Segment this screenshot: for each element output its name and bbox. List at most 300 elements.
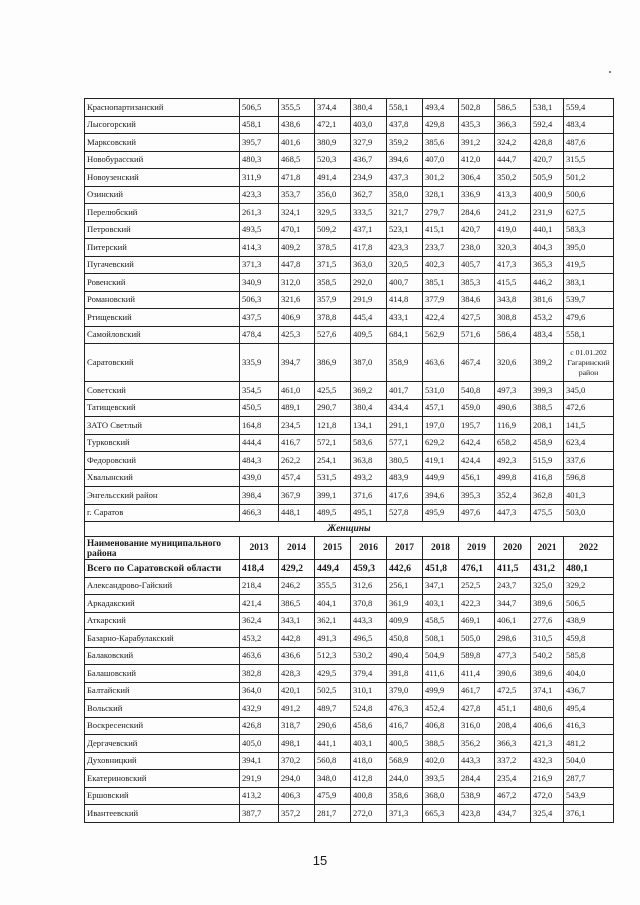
- value-cell: 479,6: [564, 309, 614, 327]
- value-cell: 596,8: [564, 469, 614, 487]
- value-cell: 218,4: [240, 577, 279, 595]
- value-cell: 432,9: [240, 700, 279, 718]
- value-cell: 411,6: [423, 665, 459, 683]
- district-name-cell: Турковский: [85, 434, 240, 452]
- value-cell: 402,0: [423, 752, 459, 770]
- district-name-cell: Духовницкий: [85, 752, 240, 770]
- district-name-cell: Новобурасский: [85, 151, 240, 169]
- value-cell: 499,8: [495, 469, 531, 487]
- value-cell: 343,1: [279, 612, 315, 630]
- value-cell: 456,1: [459, 469, 495, 487]
- value-cell: 335,9: [240, 344, 279, 382]
- value-cell: 493,2: [351, 469, 387, 487]
- table-row: [85, 612, 614, 630]
- value-cell: 434,4: [387, 399, 423, 417]
- district-name-cell: Балаковский: [85, 647, 240, 665]
- value-cell: 340,9: [240, 274, 279, 292]
- value-cell: 467,2: [495, 787, 531, 805]
- value-cell: 504,9: [423, 647, 459, 665]
- value-cell: 336,9: [459, 186, 495, 204]
- value-cell: 487,6: [564, 134, 614, 152]
- value-cell: 420,7: [531, 151, 564, 169]
- table-row: [85, 752, 614, 770]
- value-cell: 386,5: [279, 595, 315, 613]
- value-cell: 328,1: [423, 186, 459, 204]
- value-cell: 378,5: [315, 239, 351, 257]
- value-cell: 467,4: [459, 344, 495, 382]
- value-cell: 530,2: [351, 647, 387, 665]
- district-name-cell: Лысогорский: [85, 116, 240, 134]
- value-cell: 422,4: [423, 309, 459, 327]
- table-row: [85, 134, 614, 152]
- table-row: [85, 186, 614, 204]
- value-cell: 469,1: [459, 612, 495, 630]
- value-cell: 393,5: [423, 770, 459, 788]
- value-cell: 398,4: [240, 487, 279, 505]
- value-cell: 197,0: [423, 417, 459, 435]
- value-cell: 231,9: [531, 204, 564, 222]
- value-cell: 483,4: [564, 116, 614, 134]
- value-cell: 244,0: [387, 770, 423, 788]
- value-cell: 424,4: [459, 452, 495, 470]
- table-row: [85, 169, 614, 187]
- value-cell: 506,3: [240, 291, 279, 309]
- value-cell: 509,2: [315, 221, 351, 239]
- value-cell: 495,1: [351, 504, 387, 522]
- value-cell: 461,7: [459, 682, 495, 700]
- value-cell: 324,2: [495, 134, 531, 152]
- value-cell: 417,6: [387, 487, 423, 505]
- table-row: [85, 399, 614, 417]
- value-cell: 390,6: [495, 665, 531, 683]
- value-cell: 400,7: [387, 274, 423, 292]
- value-cell: 291,9: [351, 291, 387, 309]
- table-row: [85, 787, 614, 805]
- value-cell: 468,5: [279, 151, 315, 169]
- value-cell: 448,1: [279, 504, 315, 522]
- value-cell: 312,0: [279, 274, 315, 292]
- value-cell: 445,4: [351, 309, 387, 327]
- value-cell: 560,8: [315, 752, 351, 770]
- value-cell: 281,7: [315, 805, 351, 823]
- column-header-year: 2019: [459, 537, 495, 560]
- value-cell: 426,8: [240, 717, 279, 735]
- value-cell: 493,4: [423, 99, 459, 117]
- value-cell: 425,5: [315, 382, 351, 400]
- value-cell: 412,0: [459, 151, 495, 169]
- value-cell: 391,2: [459, 134, 495, 152]
- value-cell: 355,5: [315, 577, 351, 595]
- value-cell: 370,2: [279, 752, 315, 770]
- value-cell: 572,1: [315, 434, 351, 452]
- value-cell: 437,8: [387, 116, 423, 134]
- value-cell: 439,0: [240, 469, 279, 487]
- table-row: [85, 595, 614, 613]
- value-cell: 478,4: [240, 326, 279, 344]
- value-cell: 401,3: [564, 487, 614, 505]
- value-cell: 356,0: [315, 186, 351, 204]
- value-cell: 298,6: [495, 630, 531, 648]
- value-cell: 421,3: [531, 735, 564, 753]
- value-cell: 475,5: [531, 504, 564, 522]
- value-cell: 344,7: [495, 595, 531, 613]
- value-cell: 431,2: [531, 560, 564, 578]
- table-row: [85, 434, 614, 452]
- value-cell: 401,7: [387, 382, 423, 400]
- value-cell: 243,7: [495, 577, 531, 595]
- value-cell: 387,0: [351, 344, 387, 382]
- value-cell: 290,7: [315, 399, 351, 417]
- value-cell: 543,9: [564, 787, 614, 805]
- value-cell: 523,1: [387, 221, 423, 239]
- value-cell: 316,0: [459, 717, 495, 735]
- value-cell: 377,9: [423, 291, 459, 309]
- district-name-cell: Вольский: [85, 700, 240, 718]
- value-cell: 508,1: [423, 630, 459, 648]
- value-cell: 361,9: [387, 595, 423, 613]
- district-name-cell: Татищевский: [85, 399, 240, 417]
- value-cell: 308,8: [495, 309, 531, 327]
- value-cell: 315,5: [564, 151, 614, 169]
- value-cell: 458,1: [240, 116, 279, 134]
- district-name-cell: Базарно-Карабулакский: [85, 630, 240, 648]
- value-cell: 380,9: [315, 134, 351, 152]
- value-cell: 310,1: [351, 682, 387, 700]
- value-cell: 277,6: [531, 612, 564, 630]
- value-cell: 472,0: [531, 787, 564, 805]
- table-row: [85, 417, 614, 435]
- value-cell: 459,0: [459, 399, 495, 417]
- value-cell: 490,6: [495, 399, 531, 417]
- value-cell: 388,5: [423, 735, 459, 753]
- value-cell: 261,3: [240, 204, 279, 222]
- section-title-row: [85, 522, 614, 537]
- value-cell: 324,1: [279, 204, 315, 222]
- value-cell: 484,3: [240, 452, 279, 470]
- value-cell: 402,3: [423, 256, 459, 274]
- value-cell: 427,8: [459, 700, 495, 718]
- value-cell: 394,1: [240, 752, 279, 770]
- value-cell: 321,6: [279, 291, 315, 309]
- column-header-year: 2014: [279, 537, 315, 560]
- value-cell: 284,6: [459, 204, 495, 222]
- value-cell: 458,9: [531, 434, 564, 452]
- value-cell: 437,3: [387, 169, 423, 187]
- value-cell: 504,0: [564, 752, 614, 770]
- value-cell: 428,8: [531, 134, 564, 152]
- value-cell: 415,5: [495, 274, 531, 292]
- district-name-cell: Федоровский: [85, 452, 240, 470]
- district-name-cell: Ершовский: [85, 787, 240, 805]
- value-cell: 592,4: [531, 116, 564, 134]
- value-cell: 362,4: [240, 612, 279, 630]
- value-cell: 481,2: [564, 735, 614, 753]
- value-cell: 558,1: [387, 99, 423, 117]
- value-cell: 495,9: [423, 504, 459, 522]
- value-cell: 489,5: [315, 504, 351, 522]
- value-cell: 493,5: [240, 221, 279, 239]
- value-cell: 358,9: [387, 344, 423, 382]
- value-cell: 492,3: [495, 452, 531, 470]
- value-cell: 684,1: [387, 326, 423, 344]
- value-cell: 451,8: [423, 560, 459, 578]
- value-cell: 436,6: [279, 647, 315, 665]
- value-cell: 498,1: [279, 735, 315, 753]
- value-cell: 458,6: [351, 717, 387, 735]
- value-cell: 385,1: [423, 274, 459, 292]
- district-note-cell: с 01.01.202 Гагаринский район: [564, 344, 614, 382]
- value-cell: 450,8: [387, 630, 423, 648]
- table-row: [85, 665, 614, 683]
- value-cell: 429,5: [315, 665, 351, 683]
- value-cell: 291,1: [387, 417, 423, 435]
- value-cell: 416,7: [387, 717, 423, 735]
- value-cell: 381,6: [531, 291, 564, 309]
- value-cell: 404,0: [564, 665, 614, 683]
- table-row: [85, 204, 614, 222]
- value-cell: 388,5: [531, 399, 564, 417]
- value-cell: 466,3: [240, 504, 279, 522]
- value-cell: 234,9: [351, 169, 387, 187]
- value-cell: 586,5: [495, 99, 531, 117]
- district-name-cell: Пугачевский: [85, 256, 240, 274]
- value-cell: 385,6: [423, 134, 459, 152]
- value-cell: 359,2: [387, 134, 423, 152]
- value-cell: 116,9: [495, 417, 531, 435]
- district-name-cell: Ртищевский: [85, 309, 240, 327]
- value-cell: 333,5: [351, 204, 387, 222]
- value-cell: 491,4: [315, 169, 351, 187]
- district-name-cell: Балтайский: [85, 682, 240, 700]
- value-cell: 503,0: [564, 504, 614, 522]
- value-cell: 384,6: [459, 291, 495, 309]
- value-cell: 472,5: [495, 682, 531, 700]
- district-name-cell: Перелюбский: [85, 204, 240, 222]
- column-header-year: 2020: [495, 537, 531, 560]
- value-cell: 471,8: [279, 169, 315, 187]
- value-cell: 428,3: [279, 665, 315, 683]
- value-cell: 374,4: [315, 99, 351, 117]
- value-cell: 235,4: [495, 770, 531, 788]
- table-row: [85, 452, 614, 470]
- value-cell: 350,2: [495, 169, 531, 187]
- value-cell: 404,3: [531, 239, 564, 257]
- value-cell: 337,2: [495, 752, 531, 770]
- value-cell: 379,0: [387, 682, 423, 700]
- district-name-cell: Екатериновский: [85, 770, 240, 788]
- value-cell: 586,4: [495, 326, 531, 344]
- value-cell: 403,1: [423, 595, 459, 613]
- table-row: [85, 805, 614, 823]
- value-cell: 369,2: [351, 382, 387, 400]
- value-cell: 367,9: [279, 487, 315, 505]
- value-cell: 216,9: [531, 770, 564, 788]
- table-row: [85, 770, 614, 788]
- value-cell: 527,6: [315, 326, 351, 344]
- value-cell: 409,9: [387, 612, 423, 630]
- value-cell: 571,6: [459, 326, 495, 344]
- table-row: [85, 577, 614, 595]
- total-row: [85, 560, 614, 578]
- value-cell: 420,7: [459, 221, 495, 239]
- value-cell: 371,3: [387, 805, 423, 823]
- value-cell: 301,2: [423, 169, 459, 187]
- value-cell: 357,9: [315, 291, 351, 309]
- value-cell: 121,8: [315, 417, 351, 435]
- value-cell: 447,8: [279, 256, 315, 274]
- value-cell: 417,8: [351, 239, 387, 257]
- value-cell: 357,2: [279, 805, 315, 823]
- value-cell: 480,1: [564, 560, 614, 578]
- district-name-cell: Хвалынский: [85, 469, 240, 487]
- value-cell: 279,7: [423, 204, 459, 222]
- value-cell: 417,3: [495, 256, 531, 274]
- value-cell: 419,1: [423, 452, 459, 470]
- value-cell: 380,4: [351, 399, 387, 417]
- value-cell: 380,5: [387, 452, 423, 470]
- value-cell: 409,2: [279, 239, 315, 257]
- district-name-cell: г. Саратов: [85, 504, 240, 522]
- value-cell: 371,6: [351, 487, 387, 505]
- value-cell: 441,1: [315, 735, 351, 753]
- value-cell: 585,8: [564, 647, 614, 665]
- value-cell: 583,3: [564, 221, 614, 239]
- value-cell: 491,3: [315, 630, 351, 648]
- table-row: [85, 717, 614, 735]
- value-cell: 442,8: [279, 630, 315, 648]
- value-cell: 433,1: [387, 309, 423, 327]
- value-cell: 457,4: [279, 469, 315, 487]
- value-cell: 387,7: [240, 805, 279, 823]
- value-cell: 329,5: [315, 204, 351, 222]
- value-cell: 524,8: [351, 700, 387, 718]
- value-cell: 415,1: [423, 221, 459, 239]
- value-cell: 480,3: [240, 151, 279, 169]
- value-cell: 461,0: [279, 382, 315, 400]
- district-name-cell: Ровенский: [85, 274, 240, 292]
- value-cell: 233,7: [423, 239, 459, 257]
- value-cell: 497,6: [459, 504, 495, 522]
- value-cell: 406,6: [531, 717, 564, 735]
- value-cell: 252,5: [459, 577, 495, 595]
- value-cell: 452,4: [423, 700, 459, 718]
- value-cell: 538,9: [459, 787, 495, 805]
- value-cell: 459,8: [564, 630, 614, 648]
- value-cell: 306,4: [459, 169, 495, 187]
- value-cell: 577,1: [387, 434, 423, 452]
- value-cell: 291,9: [240, 770, 279, 788]
- district-name-cell: Питерский: [85, 239, 240, 257]
- column-header-name: Наименование муниципального района: [85, 537, 240, 560]
- value-cell: 347,1: [423, 577, 459, 595]
- district-name-cell: Озинский: [85, 186, 240, 204]
- value-cell: 432,3: [531, 752, 564, 770]
- value-cell: 389,2: [531, 344, 564, 382]
- value-cell: 436,7: [564, 682, 614, 700]
- value-cell: 470,1: [279, 221, 315, 239]
- value-cell: 416,7: [279, 434, 315, 452]
- value-cell: 568,9: [387, 752, 423, 770]
- value-cell: 453,2: [531, 309, 564, 327]
- column-header-year: 2015: [315, 537, 351, 560]
- value-cell: 380,4: [351, 99, 387, 117]
- value-cell: 352,4: [495, 487, 531, 505]
- value-cell: 642,4: [459, 434, 495, 452]
- value-cell: 506,5: [564, 595, 614, 613]
- value-cell: 450,5: [240, 399, 279, 417]
- value-cell: 379,4: [351, 665, 387, 683]
- value-cell: 376,1: [564, 805, 614, 823]
- value-cell: 501,2: [564, 169, 614, 187]
- table-row: [85, 116, 614, 134]
- value-cell: 583,6: [351, 434, 387, 452]
- value-cell: 515,9: [531, 452, 564, 470]
- table-row: [85, 735, 614, 753]
- value-cell: 329,2: [564, 577, 614, 595]
- value-cell: 366,3: [495, 735, 531, 753]
- value-cell: 419,5: [564, 256, 614, 274]
- value-cell: 320,3: [495, 239, 531, 257]
- value-cell: 442,6: [387, 560, 423, 578]
- value-cell: 368,0: [423, 787, 459, 805]
- section-title: Женщины: [85, 522, 614, 537]
- district-name-cell: Аткарский: [85, 612, 240, 630]
- value-cell: 395,0: [564, 239, 614, 257]
- district-name-cell: Балашовский: [85, 665, 240, 683]
- value-cell: 208,1: [531, 417, 564, 435]
- column-header-year: 2022: [564, 537, 614, 560]
- value-cell: 458,5: [423, 612, 459, 630]
- value-cell: 395,7: [240, 134, 279, 152]
- value-cell: 475,9: [315, 787, 351, 805]
- column-header-year: 2016: [351, 537, 387, 560]
- value-cell: 411,5: [495, 560, 531, 578]
- value-cell: 362,7: [351, 186, 387, 204]
- value-cell: 538,1: [531, 99, 564, 117]
- value-cell: 292,0: [351, 274, 387, 292]
- value-cell: 520,3: [315, 151, 351, 169]
- value-cell: 403,1: [351, 735, 387, 753]
- value-cell: 411,4: [459, 665, 495, 683]
- value-cell: 401,6: [279, 134, 315, 152]
- value-cell: 312,6: [351, 577, 387, 595]
- value-cell: 505,9: [531, 169, 564, 187]
- district-name-cell: Советский: [85, 382, 240, 400]
- value-cell: 405,0: [240, 735, 279, 753]
- value-cell: 409,5: [351, 326, 387, 344]
- value-cell: 418,0: [351, 752, 387, 770]
- value-cell: 406,8: [423, 717, 459, 735]
- value-cell: 589,8: [459, 647, 495, 665]
- value-cell: 394,6: [387, 151, 423, 169]
- table-row: [85, 504, 614, 522]
- district-name-cell: Дергачевский: [85, 735, 240, 753]
- value-cell: 559,4: [564, 99, 614, 117]
- value-cell: 449,9: [423, 469, 459, 487]
- value-cell: 472,1: [315, 116, 351, 134]
- district-name-cell: Самойловский: [85, 326, 240, 344]
- value-cell: 370,8: [351, 595, 387, 613]
- scan-speck: [609, 71, 611, 73]
- value-cell: 453,2: [240, 630, 279, 648]
- district-name-cell: Марксовский: [85, 134, 240, 152]
- value-cell: 141,5: [564, 417, 614, 435]
- value-cell: 378,8: [315, 309, 351, 327]
- value-cell: 208,4: [495, 717, 531, 735]
- value-cell: 423,3: [240, 186, 279, 204]
- value-cell: 325,0: [531, 577, 564, 595]
- value-cell: 489,7: [315, 700, 351, 718]
